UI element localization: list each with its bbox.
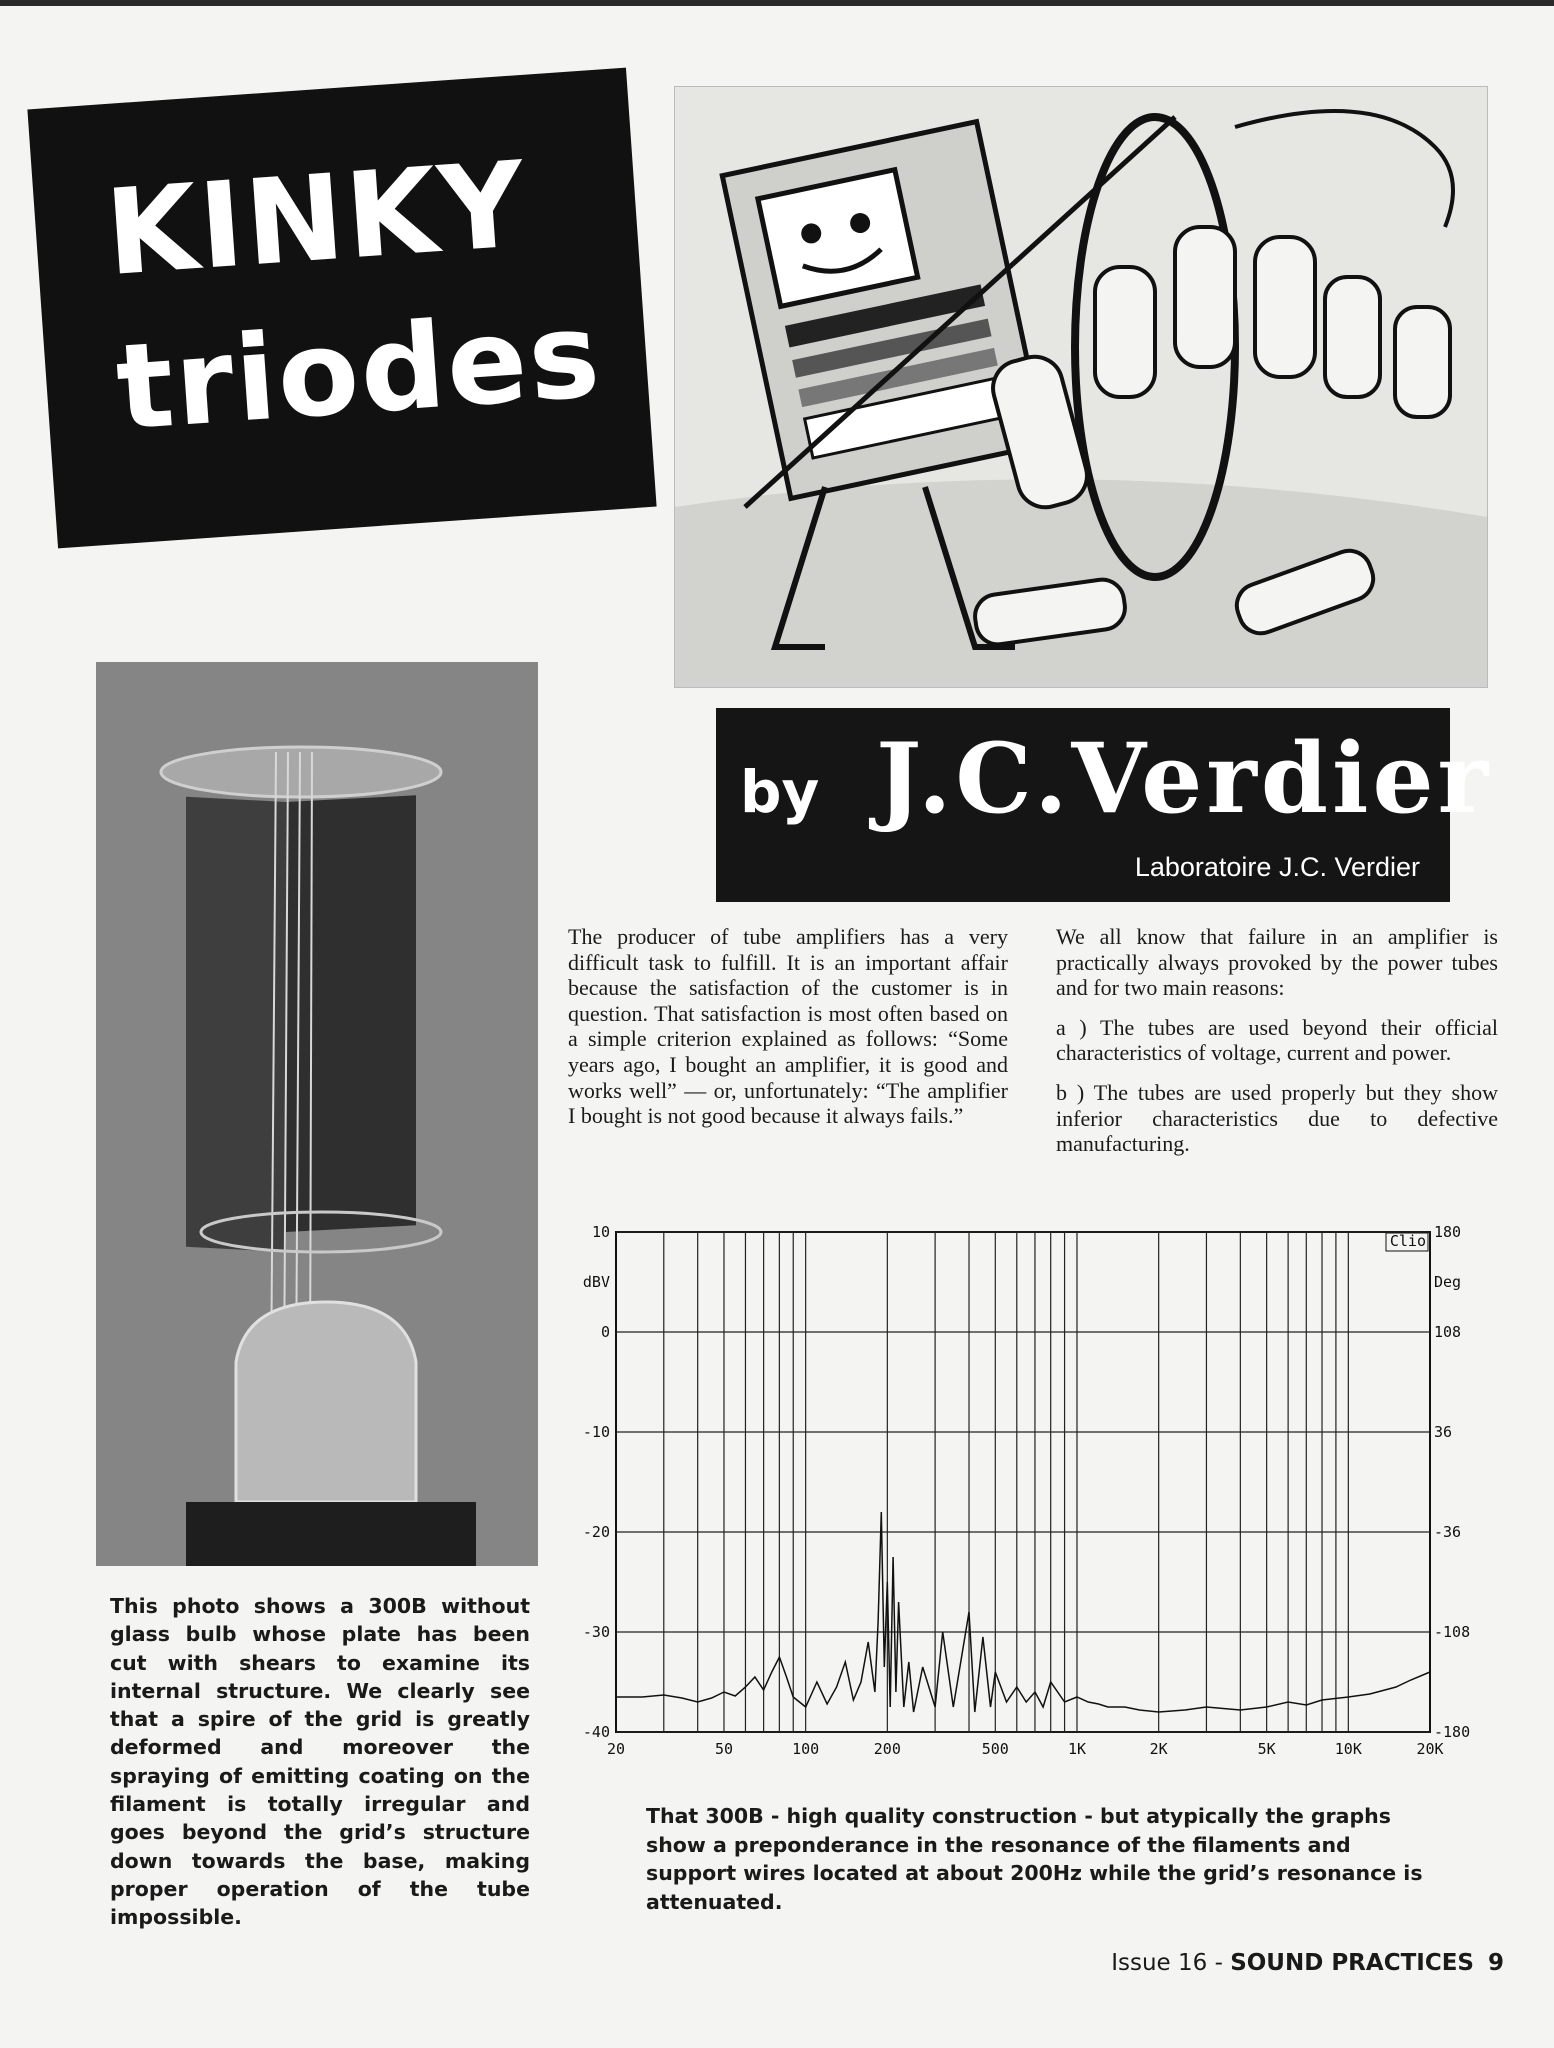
- body-paragraph: We all know that failure in an amplifier is practically always provoked by the power tubes and for two main reasons:: [1056, 924, 1498, 1001]
- chart-svg: [568, 1222, 1478, 1762]
- chart-x-tick-label: 20K: [1416, 1740, 1444, 1758]
- author-name: J.C.Verdier: [876, 722, 1493, 835]
- chart-y-tick-label: -30: [582, 1623, 610, 1641]
- chart-caption: That 300B - high quality construction - but atypically the graphs show a preponderance in the resonance of the filaments and support wires located at about 200Hz while the grid’s resonance is attenuated.: [646, 1804, 1423, 1914]
- byline-block: [716, 708, 1493, 902]
- chart-x-tick-label: 1K: [1067, 1740, 1087, 1758]
- title-line-2: triodes: [112, 285, 606, 457]
- chart-brand-label: Clio: [1389, 1232, 1426, 1250]
- chart-y2-tick-label: -108: [1434, 1623, 1471, 1641]
- chart-y2-tick-label: -36: [1434, 1523, 1462, 1541]
- chart-x-tick-label: 20: [606, 1740, 626, 1758]
- chart-x-tick-label: 500: [981, 1740, 1009, 1758]
- page-footer: [1111, 1950, 1504, 1976]
- chart-x-tick-label: 200: [873, 1740, 901, 1758]
- top-rule: [0, 0, 1554, 6]
- chart-y-axis-label: dBV: [582, 1273, 610, 1291]
- chart-y2-axis-label: Deg: [1434, 1273, 1462, 1291]
- chart-y2-tick-label: 108: [1434, 1323, 1462, 1341]
- chart-y2-tick-label: -180: [1434, 1723, 1471, 1741]
- chart-y-tick-label: 10: [591, 1223, 610, 1241]
- chart-series-line: [616, 1512, 1430, 1712]
- chart-x-tick-label: 50: [714, 1740, 734, 1758]
- title-line-1: KINKY: [101, 135, 531, 303]
- body-paragraph: a ) The tubes are used beyond their official characteristics of voltage, current and power.: [1056, 1014, 1498, 1066]
- chart-x-tick-label: 5K: [1257, 1740, 1276, 1758]
- chart-x-tick-label: 100: [792, 1740, 820, 1758]
- footer-issue: Issue 16 -: [1111, 1950, 1231, 1976]
- tube-photo: [96, 662, 538, 1566]
- chart-y2-tick-label: 36: [1434, 1423, 1453, 1441]
- cartoon-illustration: [674, 86, 1488, 688]
- chart-plot-frame: [616, 1232, 1430, 1732]
- photo-caption: This photo shows a 300B without glass bulb whose plate has been cut with shears to examine its internal structure. We clearly see that a spire of the grid is greatly deformed and moreover the spraying of emitting coating on the filament is totally irregular and goes beyond the grid’s structure down towards the base, making proper operation of the tube impossible.: [110, 1594, 530, 1930]
- chart-y-tick-label: -40: [582, 1723, 610, 1741]
- chart-y2-tick-label: 180: [1434, 1223, 1462, 1241]
- byline-by: by: [740, 758, 820, 826]
- body-column-1: [568, 924, 1008, 1143]
- body-paragraph: b ) The tubes are used properly but they show inferior characteristics due to defective manufacturing.: [1056, 1079, 1498, 1157]
- chart-x-tick-label: 10K: [1334, 1740, 1362, 1758]
- footer-magazine-name: SOUND PRACTICES: [1230, 1950, 1474, 1976]
- footer-page-number: 9: [1487, 1950, 1504, 1976]
- chart-y-tick-label: 0: [600, 1323, 610, 1341]
- title-block: [27, 68, 656, 549]
- frequency-response-chart: [568, 1222, 1478, 1762]
- chart-y-tick-label: -20: [582, 1523, 610, 1541]
- author-affiliation: Laboratoire J.C. Verdier: [1134, 852, 1420, 882]
- chart-y-tick-label: -10: [582, 1423, 610, 1441]
- chart-x-tick-label: 2K: [1149, 1740, 1168, 1758]
- body-column-2: [1056, 924, 1498, 1171]
- body-paragraph: The producer of tube amplifiers has a very difficult task to fulfill. It is an important affair because the satisfaction of the customer is in question. That satisfaction is most often based on a simple criterion explained as follows: “Some years ago, I bought an amplifier, it is good and works well” — or, unfortunately: “The amplifier I bought is not good because it always fails.”: [568, 924, 1008, 1129]
